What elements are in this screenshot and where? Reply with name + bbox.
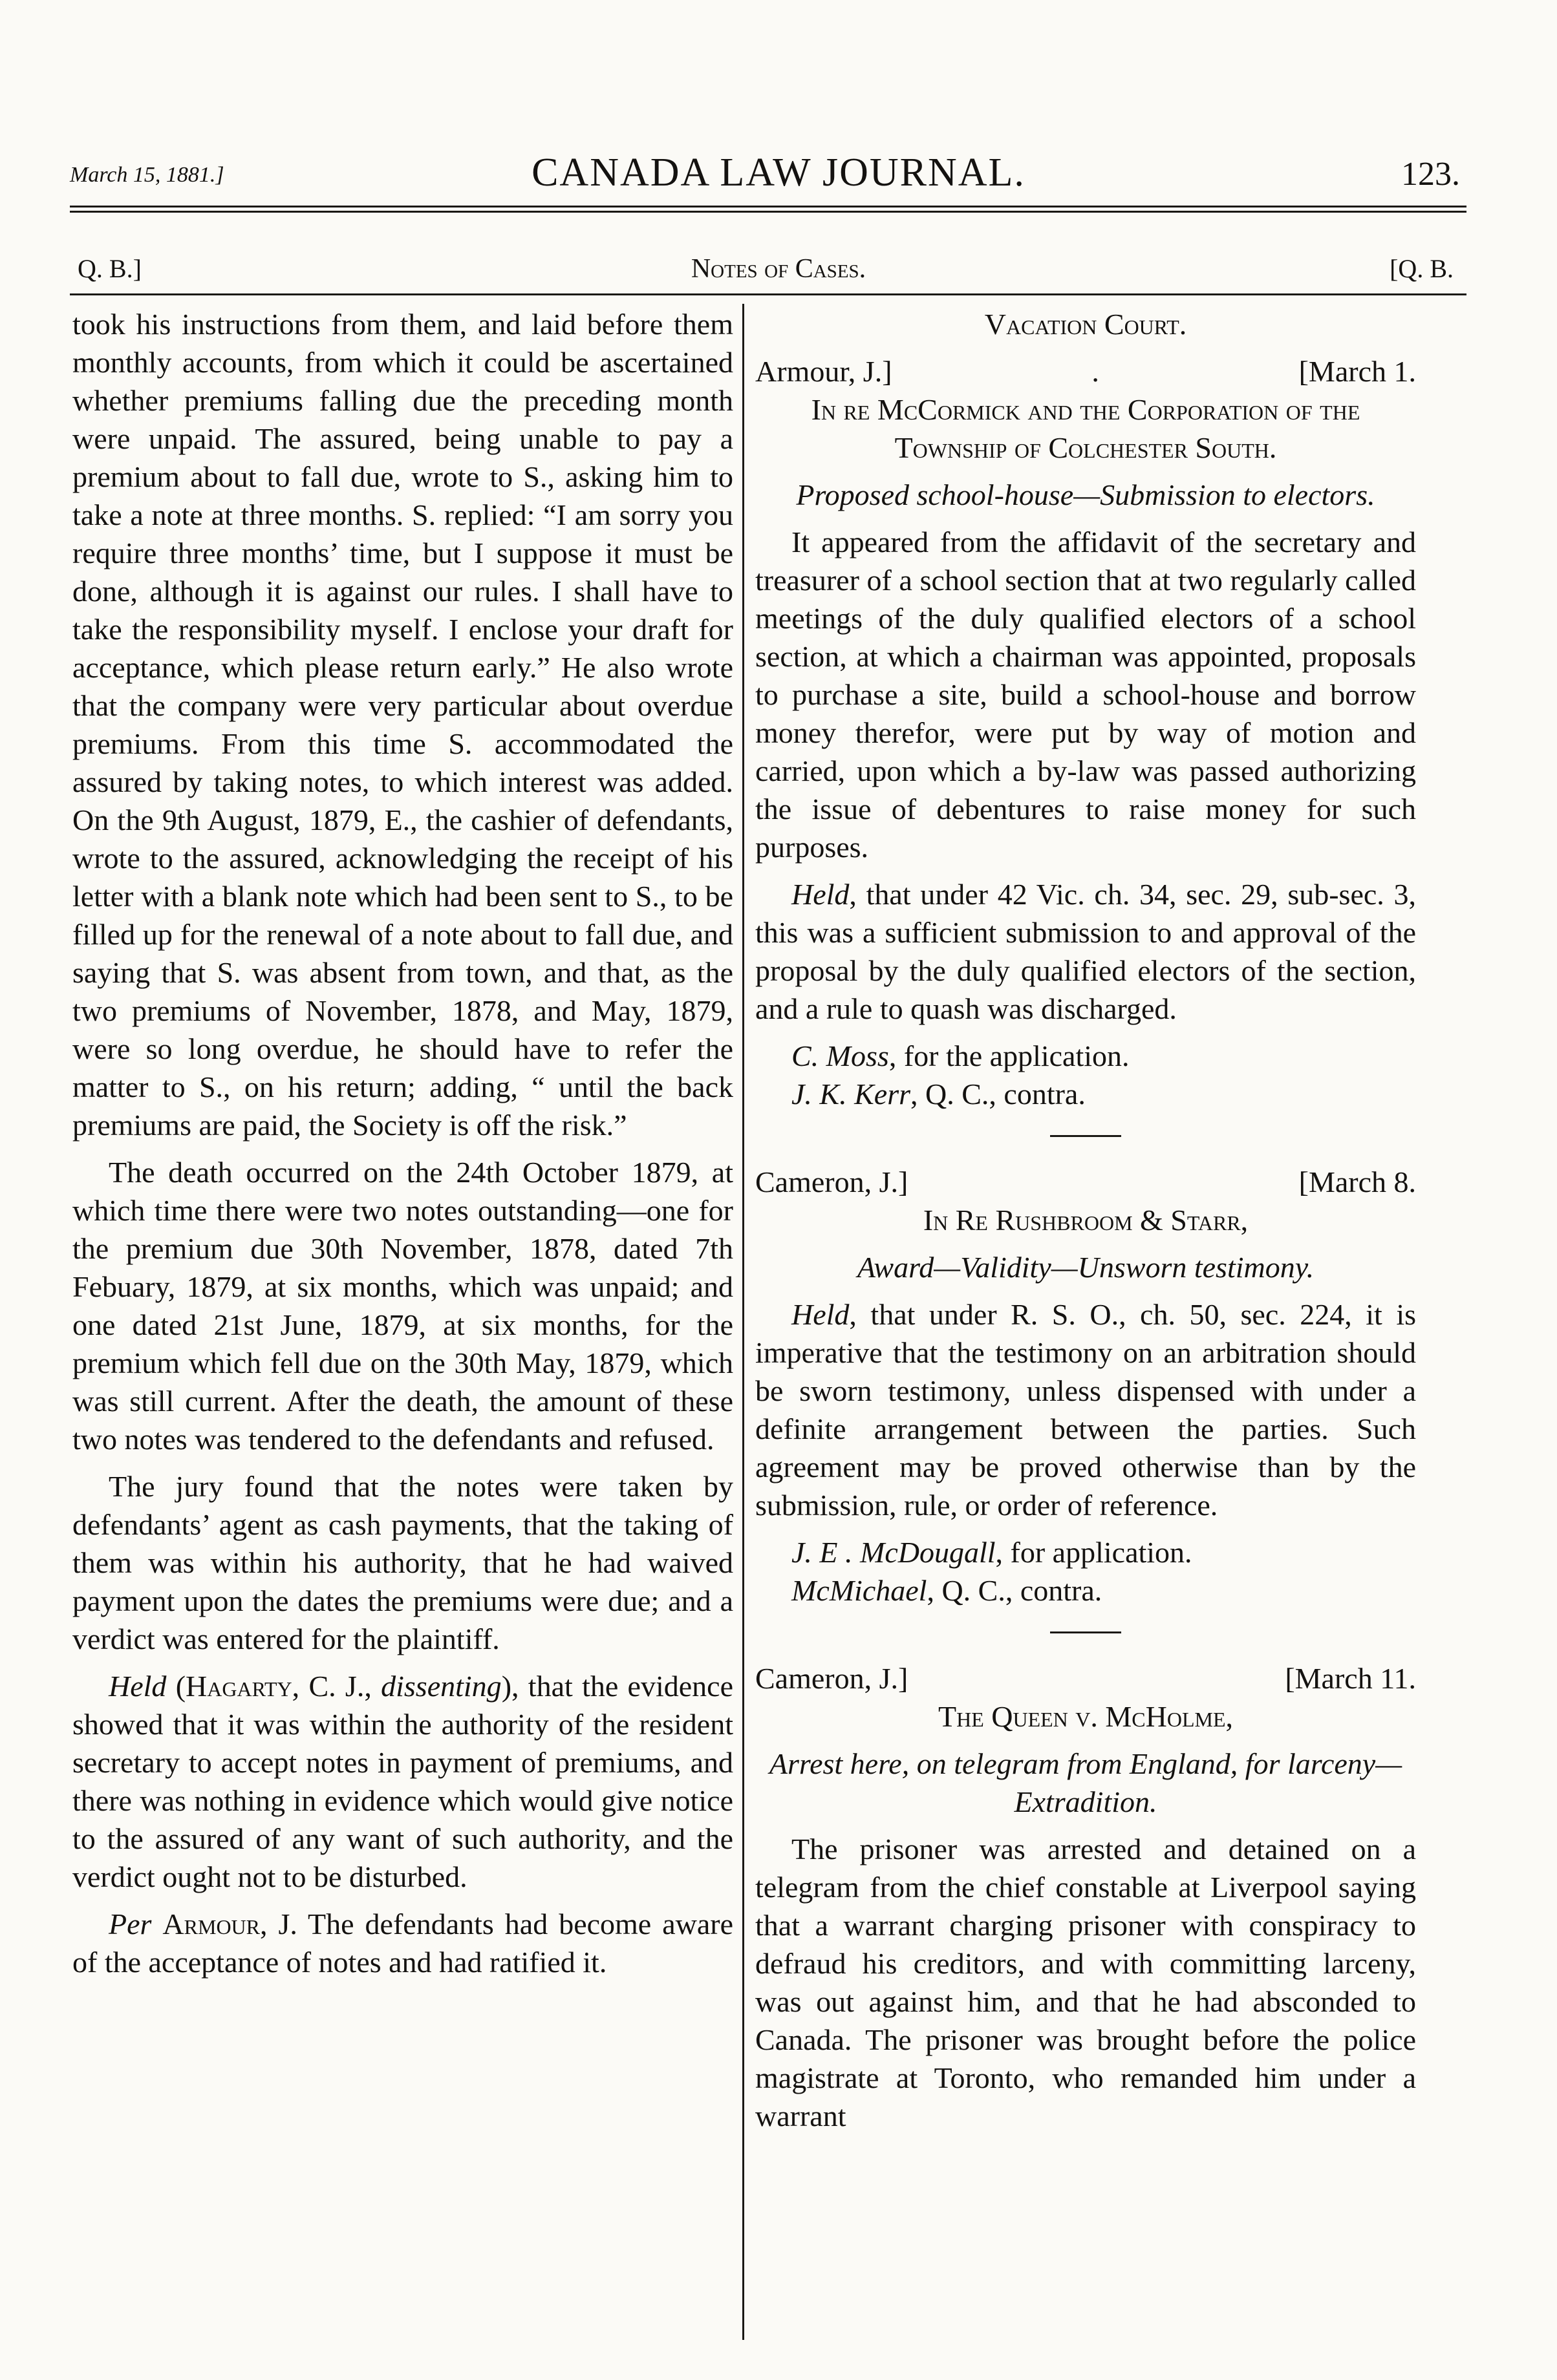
court-heading: Vacation Court. [984, 308, 1187, 341]
case-3-body: The prisoner was arrested and detained on a telegram from the chief constable at Liverpool saying that a warrant charging prisoner with conspiracy to defraud his creditors, and with committing larceny, was out against him, and that he had absconded to Canada. The prisoner was brought before the police magistrate at Toronto, who remanded him under a warrant [755, 1833, 1416, 2132]
header-rule-top [70, 206, 1466, 207]
paragraph: The death occurred on the 24th October 1879, at which time there were two notes outstanding—one for the premium due 30th November, 1878, dated 7th Febuary, 1879, at six months, which was unpaid; and one dated 21st June, 1879, at six months, for the premium which fell due on the 30th May, 1879, which was still current. After the death, the amount of these two notes was tendered to the defendants and refused. [72, 1156, 733, 1456]
case-1-counsel-2 [755, 1075, 1416, 1113]
case-2-title: In Re Rushbroom & Starr, [923, 1204, 1249, 1237]
case-3-title: The Queen v. McHolme, [938, 1700, 1234, 1733]
paragraph: took his instructions from them, and laid before them monthly accounts, from which it could be ascertained whether premiums falling due the preceding month were unpaid. The assured, being unable to pay a premium about to fall due, wrote to S., asking him to take a note at three months. S. replied: “I am sorry you require three months’ time, but I suppose it must be done, although it is against our rules. I shall have to take the responsibility myself. I enclose your draft for acceptance, which please return early.” He also wrote that the company were very particular about overdue premiums. From this time S. accommodated the assured by taking notes, to which interest was added. On the 9th August, 1879, E., the cashier of defendants, wrote to the assured, acknowledging the receipt of his letter with a blank note which had been sent to S., to be filled up for the renewal of a note about to fall due, and saying that S. was absent from town, and that, as the two premiums of November, 1878, and May, 1879, were so long overdue, he should have to refer the matter to S., on his return; adding, “ until the back premiums are paid, the Society is off the risk.” [72, 308, 733, 1142]
counsel-role: , for application. [995, 1536, 1192, 1569]
held-text: , that under R. S. O., ch. 50, sec. 224, it is imperative that the testimony on an arbitration should be sworn testimony, unless dispensed with under a definite arrangement between the parties. Such agreement may be proved otherwise than by the submission, rule, or order of reference. [755, 1298, 1416, 1522]
column-divider [742, 304, 744, 2340]
case-3-date: [March 11. [1285, 1662, 1416, 1695]
case-1-body: It appeared from the affidavit of the secretary and treasurer of a school section that at two regularly called meetings of the duly qualified electors of a school section, at which a chairman was appointed, proposals to purchase a site, build a school-house and borrow money therefor, were put by way of motion and carried, upon which a by-law was passed authorizing the issue of debentures to raise money for such purposes. [755, 526, 1416, 864]
judge-name: Armour, J. [162, 1907, 297, 1940]
judge-note: (Hagarty, C. J., [175, 1670, 381, 1703]
case-2-held [755, 1295, 1416, 1524]
left-column [72, 305, 733, 1990]
case-3-line [755, 1659, 1416, 1697]
per-label: Per [109, 1907, 152, 1940]
case-2-judge: Cameron, J.] [755, 1165, 908, 1198]
case-2-counsel-1 [755, 1533, 1416, 1571]
case-1-dot: . [1091, 355, 1099, 388]
held-paragraph [72, 1667, 733, 1896]
paragraph: The jury found that the notes were taken by defendants’ agent as cash payments, that the taking of them was within his authority, that he had waived payment upon the dates the premiums were due; and a verdict was entered for the plaintiff. [72, 1470, 733, 1655]
counsel-role: , for the application. [888, 1039, 1130, 1072]
section-title: Notes of Cases. [691, 254, 866, 284]
held-label: Held [109, 1670, 167, 1703]
case-1-date: [March 1. [1298, 355, 1416, 388]
case-separator [1050, 1631, 1121, 1633]
section-right-label: [Q. B. [1390, 254, 1454, 283]
case-1-judge: Armour, J.] [755, 355, 892, 388]
case-separator [1050, 1135, 1121, 1137]
counsel-name: C. Moss [791, 1039, 889, 1072]
case-1-counsel-1 [755, 1037, 1416, 1075]
held-text: , that under 42 Vic. ch. 34, sec. 29, sub-sec. 3, this was a sufficient submission to and approval of the proposal by the duly qualified electors of the section, and a rule to quash was discharged. [755, 878, 1416, 1025]
journal-title: CANADA LAW JOURNAL. [532, 151, 1025, 195]
counsel-role: , Q. C., contra. [927, 1574, 1102, 1607]
per-text: The defendants had become aware of the acceptance of notes and had ratified it. [72, 1907, 733, 1979]
counsel-role: , Q. C., contra. [910, 1078, 1086, 1110]
counsel-name: McMichael [791, 1574, 927, 1607]
case-3-headnote: Arrest here, on telegram from England, for larceny—Extradition. [769, 1747, 1402, 1818]
right-column [755, 305, 1416, 2144]
case-2-counsel-2 [755, 1571, 1416, 1610]
section-left-label: Q. B.] [78, 254, 142, 283]
case-1-held [755, 875, 1416, 1028]
case-1-headnote: Proposed school-house—Submission to electors. [796, 478, 1375, 511]
subheader-rule [70, 293, 1466, 295]
dissent-label: dissenting [381, 1670, 502, 1703]
per-paragraph [72, 1905, 733, 1981]
case-3-judge: Cameron, J.] [755, 1662, 908, 1695]
case-2-line [755, 1163, 1416, 1201]
page-number: 123. [1401, 156, 1460, 193]
held-text: ), that the evidence showed that it was within the authority of the resident secretary to accept notes in payment of premiums, and there was nothing in evidence which would give notice to the assured of any want of such authority, and the verdict ought not to be disturbed. [72, 1670, 733, 1893]
header-rule-bottom [70, 211, 1466, 213]
held-label: Held [791, 1298, 850, 1331]
case-2-headnote: Award—Validity—Unsworn testimony. [857, 1251, 1315, 1284]
issue-date: March 15, 1881.] [70, 163, 224, 187]
case-1-line [755, 352, 1416, 390]
held-label: Held [791, 878, 850, 911]
counsel-name: J. K. Kerr [791, 1078, 910, 1110]
case-1-title: In re McCormick and the Corporation of the Township of Colchester South. [811, 393, 1360, 464]
case-2-date: [March 8. [1298, 1165, 1416, 1198]
counsel-name: J. E . McDougall [791, 1536, 996, 1569]
